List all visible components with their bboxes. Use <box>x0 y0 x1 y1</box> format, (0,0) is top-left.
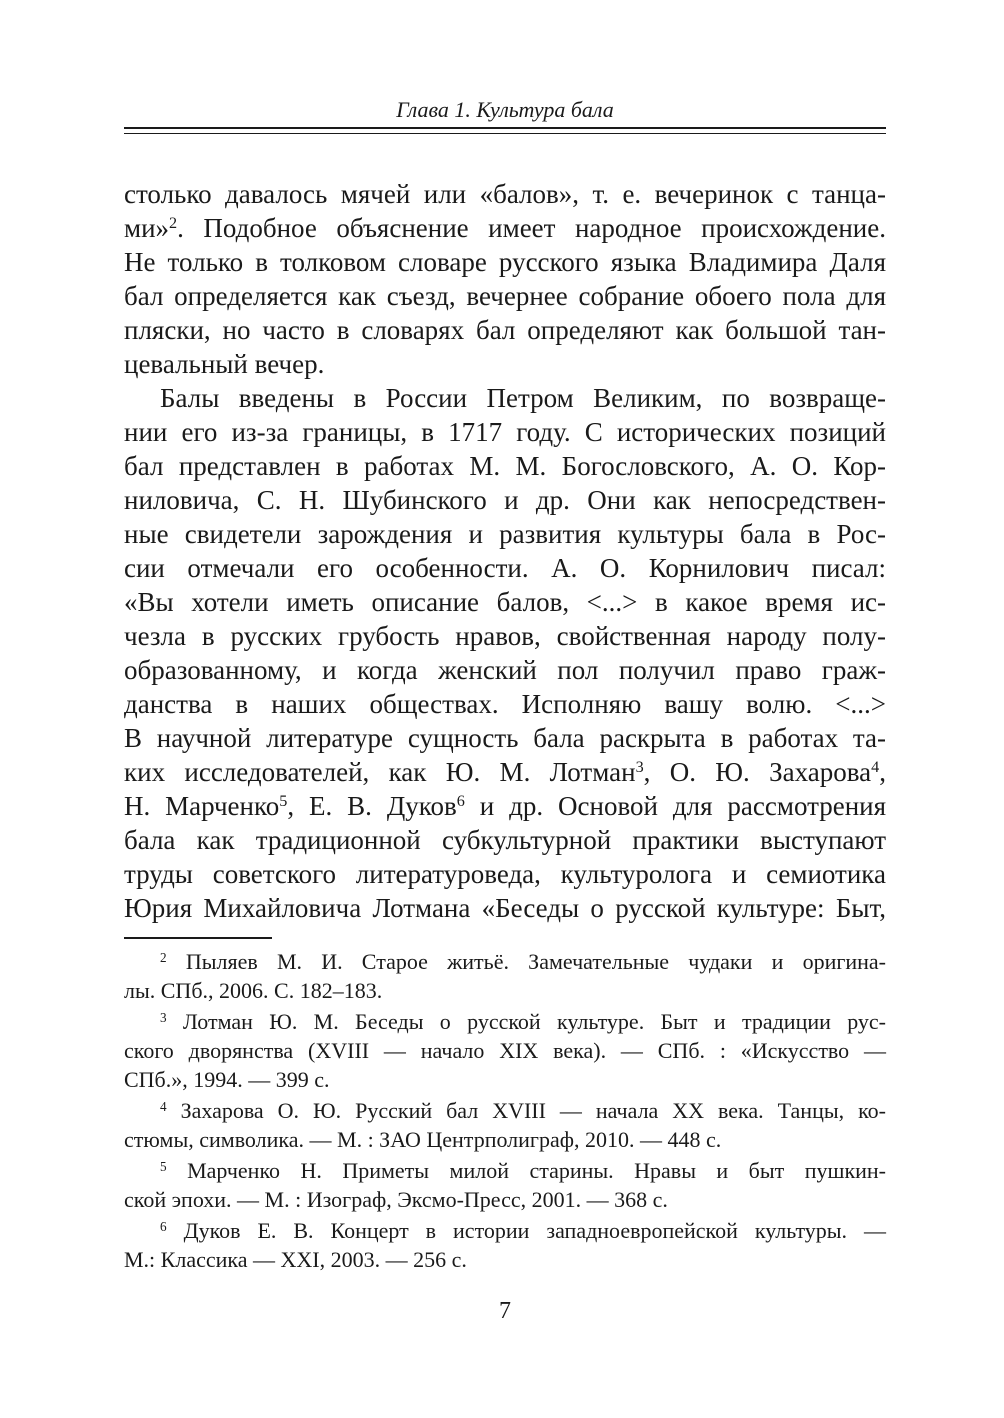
text-line: бала как традиционной субкультурной практики выступают <box>124 825 886 855</box>
text-fragment: . Подобное объяснение имеет народное происхождение. <box>177 213 886 243</box>
footnote-2 <box>124 947 886 1005</box>
paragraph-1 <box>124 177 886 381</box>
footnotes <box>124 947 886 1276</box>
text-fragment: ких исследователей, как Ю. М. Лотман <box>124 757 636 787</box>
footnote-line <box>124 947 886 976</box>
header-rule-thin <box>124 133 886 134</box>
footnote-line <box>124 1216 886 1245</box>
text-fragment: Н. Марченко <box>124 791 280 821</box>
text-line: данства в наших обществах. Исполняю вашу волю. <...> <box>124 689 886 719</box>
text-line: бал представлен в работах М. М. Богословского, А. О. Кор- <box>124 451 886 481</box>
footnote-line <box>124 1007 886 1036</box>
footnote-ref-5[interactable]: 5 <box>279 792 288 811</box>
text-line: ких исследователей, как Ю. М. Лотман$^3$, О. Ю. Захарова$^4$, <box>124 757 886 787</box>
text-line: столько давалось мячей или «балов», т. е. вечеринок с танца- <box>124 179 886 209</box>
text-fragment: и др. Основой для рассмотрения <box>464 791 887 821</box>
text-line: нии его из-за границы, в 1717 году. С исторических позиций <box>124 417 886 447</box>
footnote-number: 3 <box>160 1009 167 1025</box>
footnote-number: 6 <box>160 1218 167 1234</box>
text-line: образованному, и когда женский пол получил право граж- <box>124 655 886 685</box>
text-line: «Вы хотели иметь описание балов, <...> в какое время ис- <box>124 587 886 617</box>
text-line: В научной литературе сущность бала раскрыта в работах та- <box>124 723 886 753</box>
main-text <box>124 177 886 925</box>
footnote-line <box>124 1096 886 1125</box>
text-fragment: , Е. В. Дуков <box>287 791 457 821</box>
footnote-5 <box>124 1156 886 1214</box>
footnote-line: ского дворянства (XVIII — начало XIX века). — СПб. : «Искусство — <box>124 1038 886 1063</box>
footnote-ref-6[interactable]: 6 <box>456 792 465 811</box>
footnote-line: М.: Классика — XXI, 2003. — 256 с. <box>124 1247 467 1272</box>
text-line: чезла в русских грубость нравов, свойственная народу полу- <box>124 621 886 651</box>
text-line: Не только в толковом словаре русского языка Владимира Даля <box>124 247 886 277</box>
text-line: цевальный вечер. <box>124 349 325 379</box>
footnote-text: Лотман Ю. М. Беседы о русской культуре. Быт и традиции рус- <box>182 1009 887 1034</box>
footnote-separator <box>124 937 272 939</box>
text-line: ные свидетели зарождения и развития культуры бала в Рос- <box>124 519 886 549</box>
footnote-line: СПб.», 1994. — 399 с. <box>124 1067 330 1092</box>
text-fragment: ми» <box>124 213 170 243</box>
footnote-3 <box>124 1007 886 1094</box>
text-line: сии отмечали его особенности. А. О. Корнилович писал: <box>124 553 886 583</box>
footnote-line <box>124 1156 886 1185</box>
header-rule-thick <box>124 127 886 129</box>
footnote-line: ской эпохи. — М. : Изограф, Эксмо-Пресс, 2001. — 368 с. <box>124 1187 668 1212</box>
footnote-text: Пыляев М. И. Старое житьё. Замечательные чудаки и оригина- <box>185 949 886 974</box>
footnote-number: 2 <box>160 949 167 965</box>
footnote-number: 4 <box>160 1098 167 1114</box>
paragraph-2 <box>124 381 886 925</box>
footnote-number: 5 <box>160 1158 167 1174</box>
footnote-line: лы. СПб., 2006. С. 182–183. <box>124 978 383 1003</box>
footnote-6 <box>124 1216 886 1274</box>
text-line: Юрия Михайловича Лотмана «Беседы о русской культуре: Быт, <box>124 893 886 923</box>
footnote-text: Дуков Е. В. Концерт в истории западноевропейской культуры. — <box>183 1218 887 1243</box>
footnote-ref-2[interactable]: 2 <box>169 214 178 233</box>
text-line <box>124 211 886 245</box>
text-line <box>124 789 886 823</box>
footnote-text: Захарова О. Ю. Русский бал XVIII — начала XX века. Танцы, ко- <box>180 1098 887 1123</box>
page-number: 7 <box>499 1298 511 1324</box>
footnote-ref-3[interactable]: 3 <box>635 758 644 777</box>
text-line: ниловича, С. Н. Шубинского и др. Они как непосредствен- <box>124 485 886 515</box>
footnote-ref-4[interactable]: 4 <box>871 758 880 777</box>
running-head: Глава 1. Культура бала <box>396 97 614 122</box>
text-line: пляски, но часто в словарях бал определяют как большой тан- <box>124 315 886 345</box>
text-line: Балы введены в России Петром Великим, по возвраще- <box>160 383 886 413</box>
footnote-text: Марченко Н. Приметы милой старины. Нравы и быт пушкин- <box>187 1158 887 1183</box>
text-fragment: , О. Ю. Захарова <box>643 757 872 787</box>
text-line: бал определяется как съезд, вечернее собрание обоего пола для <box>124 281 886 311</box>
text-line: труды советского литературоведа, культуролога и семиотика <box>124 859 886 889</box>
footnote-4 <box>124 1096 886 1154</box>
footnote-line: стюмы, символика. — М. : ЗАО Центрполиграф, 2010. — 448 с. <box>124 1127 722 1152</box>
